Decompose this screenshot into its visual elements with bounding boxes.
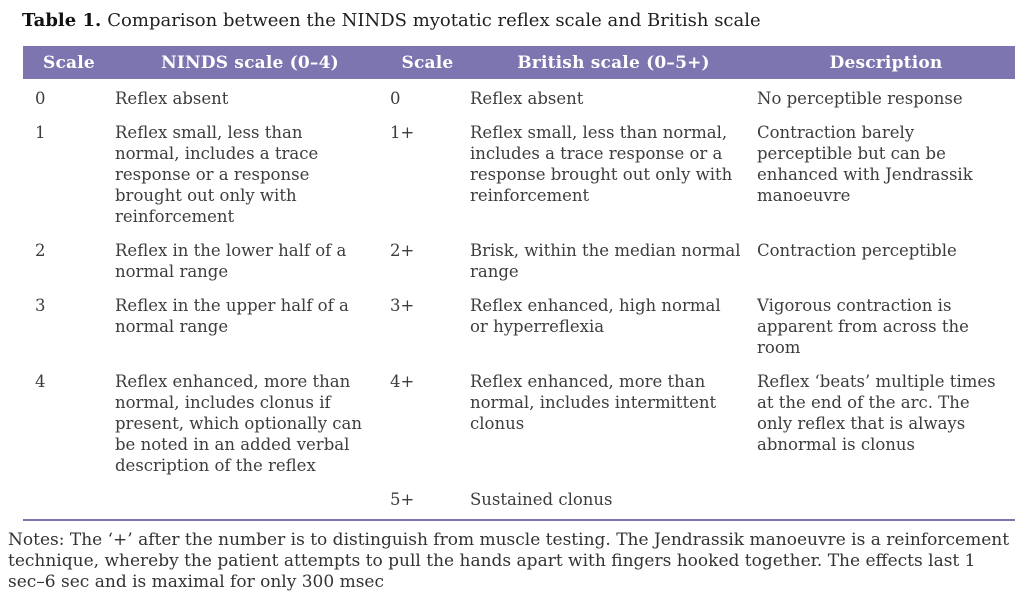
column-header-description: Description (757, 46, 1015, 79)
comparison-description: Contraction perceptible (757, 241, 957, 260)
british-scale-description: Reflex absent (470, 89, 584, 108)
header-row (23, 46, 1015, 79)
table-head (23, 46, 1015, 79)
ninds-scale-description: Reflex enhanced, more than normal, includes clonus if present, which optionally can be noted in an added verbal description of the reflex (115, 372, 362, 475)
comparison-description (757, 476, 1015, 520)
british-scale-description: Reflex enhanced, more than normal, includes intermittent clonus (470, 372, 717, 433)
table-row (23, 79, 1015, 109)
column-header-british-scale: British scale (0–5+) (470, 46, 757, 79)
ninds-scale-description: Reflex in the upper half of a normal range (115, 296, 349, 336)
ninds-scale-value: 4 (35, 372, 46, 391)
british-scale-value: 3+ (390, 296, 415, 315)
table-row (23, 476, 1015, 520)
british-scale-description: Sustained clonus (470, 476, 757, 520)
table-row (23, 227, 1015, 282)
british-scale-description: Brisk, within the median normal range (470, 241, 741, 281)
ninds-scale-value: 2 (35, 241, 46, 260)
table-row (23, 282, 1015, 358)
table-caption-text: Comparison between the NINDS myotatic reflex scale and British scale (107, 10, 761, 31)
ninds-scale-description: Reflex absent (115, 89, 229, 108)
british-scale-value: 0 (390, 89, 401, 108)
british-scale-value: 1+ (390, 123, 415, 142)
table-row (23, 358, 1015, 476)
ninds-scale-description: Reflex small, less than normal, includes a trace response or a response brought out only with reinforcement (115, 123, 319, 226)
ninds-scale-value: 3 (35, 296, 46, 315)
table-row (23, 109, 1015, 227)
british-scale-value: 5+ (385, 476, 470, 520)
column-header-british-scale-num: Scale (385, 46, 470, 79)
table-body (23, 79, 1015, 520)
comparison-description: No perceptible response (757, 89, 963, 108)
comparison-description: Vigorous contraction is apparent from across the room (757, 296, 969, 357)
comparison-description: Reflex ‘beats’ multiple times at the end of the arc. The only reflex that is always abnormal is clonus (757, 372, 996, 454)
table-caption (22, 9, 1016, 33)
table-caption-label: Table 1. (22, 10, 102, 31)
ninds-scale-value: 1 (35, 123, 46, 142)
british-scale-value: 4+ (390, 372, 415, 391)
table-notes: Notes: The ‘+’ after the number is to distinguish from muscle testing. The Jendrassik manoeuvre is a reinforcement technique, whereby the patient attempts to pull the hands apart with fingers hooked together. The effects last 1 sec–6 sec and is maximal for only 300 msec (8, 530, 1010, 592)
british-scale-description: Reflex small, less than normal, includes a trace response or a response brought out only with reinforcement (470, 123, 733, 205)
column-header-ninds-scale-num: Scale (23, 46, 115, 79)
ninds-scale-description: Reflex in the lower half of a normal range (115, 241, 347, 281)
british-scale-description: Reflex enhanced, high normal or hyperreflexia (470, 296, 721, 336)
ninds-scale-description (115, 476, 385, 520)
column-header-ninds-scale: NINDS scale (0–4) (115, 46, 385, 79)
reflex-scale-comparison-table (23, 46, 1015, 521)
british-scale-value: 2+ (390, 241, 415, 260)
comparison-description: Contraction barely perceptible but can be enhanced with Jendrassik manoeuvre (757, 123, 973, 205)
ninds-scale-value: 0 (35, 89, 46, 108)
ninds-scale-value (23, 476, 115, 520)
